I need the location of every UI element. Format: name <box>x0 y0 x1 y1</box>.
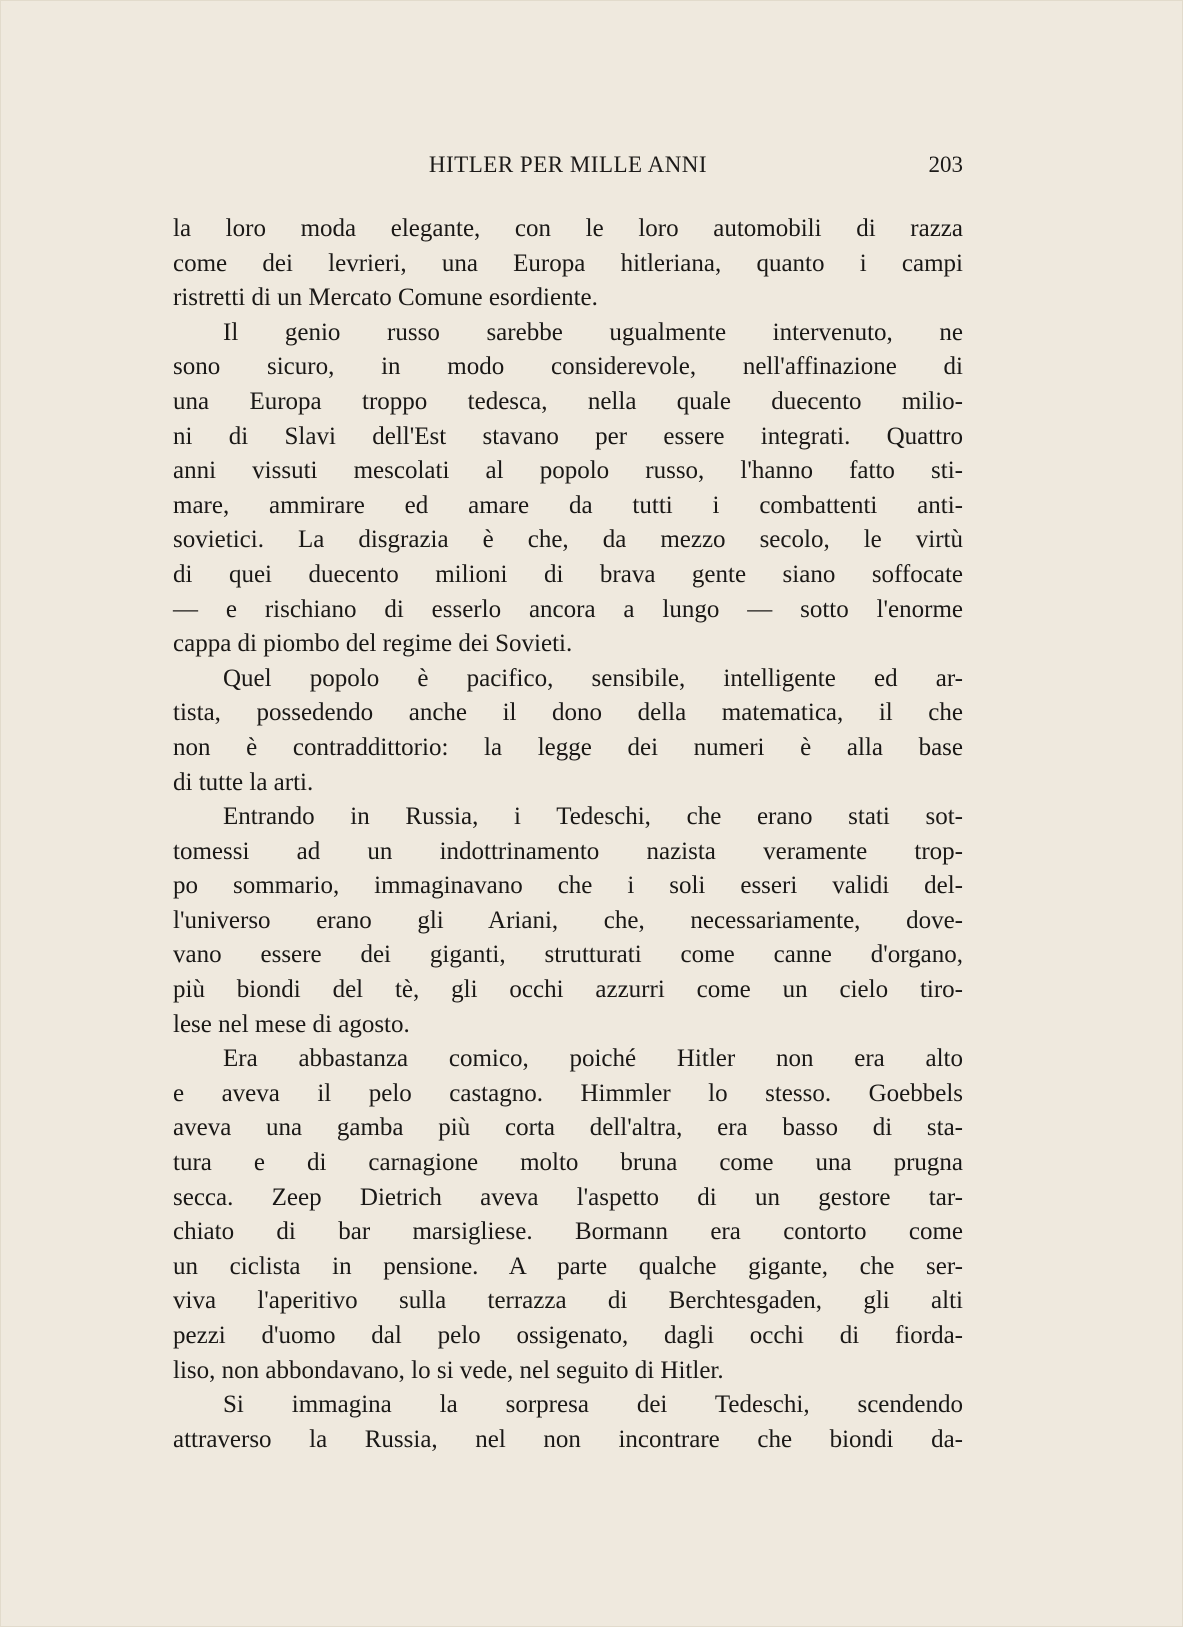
text-line: di quei duecento milioni di brava gente siano soffocate <box>173 560 963 588</box>
text-line: l'universo erano gli Ariani, che, necessariamente, dove- <box>173 906 963 934</box>
text-line: liso, non abbondavano, lo si vede, nel seguito di Hitler. <box>173 1356 724 1384</box>
running-title: HITLER PER MILLE ANNI <box>428 152 708 177</box>
text-line: Era abbastanza comico, poiché Hitler non era alto <box>223 1045 963 1073</box>
text-line: tista, possedendo anche il dono della matematica, il che <box>173 699 963 727</box>
text-line: mare, ammirare ed amare da tutti i combattenti anti- <box>173 491 963 519</box>
text-line: sovietici. La disgrazia è che, da mezzo secolo, le virtù <box>173 526 963 554</box>
text-line: — e rischiano di esserlo ancora a lungo — sotto l'enorme <box>173 595 963 623</box>
text-line: anni vissuti mescolati al popolo russo, l'hanno fatto sti- <box>173 457 963 485</box>
body-text <box>173 212 963 1457</box>
page-number: 203 <box>928 152 963 177</box>
text-line: più biondi del tè, gli occhi azzurri come un cielo tiro- <box>173 976 963 1004</box>
text-line: Entrando in Russia, i Tedeschi, che erano stati sot- <box>223 803 963 831</box>
text-line: sono sicuro, in modo considerevole, nell'affinazione di <box>173 353 963 381</box>
text-line: lese nel mese di agosto. <box>173 1010 410 1038</box>
text-line: pezzi d'uomo dal pelo ossigenato, dagli occhi di fiorda- <box>173 1322 963 1349</box>
text-line: ni di Slavi dell'Est stavano per essere integrati. Quattro <box>173 422 963 450</box>
text-line: cappa di piombo del regime dei Sovieti. <box>173 630 573 658</box>
text-line: Quel popolo è pacifico, sensibile, intelligente ed ar- <box>223 664 963 692</box>
text-line: come dei levrieri, una Europa hitleriana, quanto i campi <box>173 249 963 277</box>
text-line: Si immagina la sorpresa dei Tedeschi, scendendo <box>223 1391 963 1419</box>
text-line: attraverso la Russia, nel non incontrare che biondi da- <box>173 1425 963 1453</box>
text-line: e aveva il pelo castagno. Himmler lo stesso. Goebbels <box>173 1079 963 1107</box>
text-line: non è contraddittorio: la legge dei numeri è alla base <box>173 733 963 761</box>
text-line: tomessi ad un indottrinamento nazista veramente trop- <box>173 837 963 865</box>
text-line: ristretti di un Mercato Comune esordiente. <box>173 284 598 312</box>
text-line: una Europa troppo tedesca, nella quale duecento milio- <box>173 387 963 415</box>
text-line: po sommario, immaginavano che i soli esseri validi del- <box>173 872 963 900</box>
running-header <box>173 146 963 186</box>
text-line: vano essere dei giganti, strutturati come canne d'organo, <box>173 941 963 969</box>
text-line: chiato di bar marsigliese. Bormann era contorto come <box>173 1218 963 1246</box>
text-line: di tutte la arti. <box>173 768 314 796</box>
text-line: Il genio russo sarebbe ugualmente intervenuto, ne <box>223 318 963 346</box>
text-line: un ciclista in pensione. A parte qualche gigante, che ser- <box>173 1252 963 1280</box>
text-line: la loro moda elegante, con le loro automobili di razza <box>173 215 963 242</box>
text-line: viva l'aperitivo sulla terrazza di Berchtesgaden, gli alti <box>173 1287 963 1315</box>
text-line: tura e di carnagione molto bruna come una prugna <box>173 1149 963 1177</box>
text-line: secca. Zeep Dietrich aveva l'aspetto di un gestore tar- <box>173 1183 963 1211</box>
text-line: aveva una gamba più corta dell'altra, era basso di sta- <box>173 1114 963 1142</box>
